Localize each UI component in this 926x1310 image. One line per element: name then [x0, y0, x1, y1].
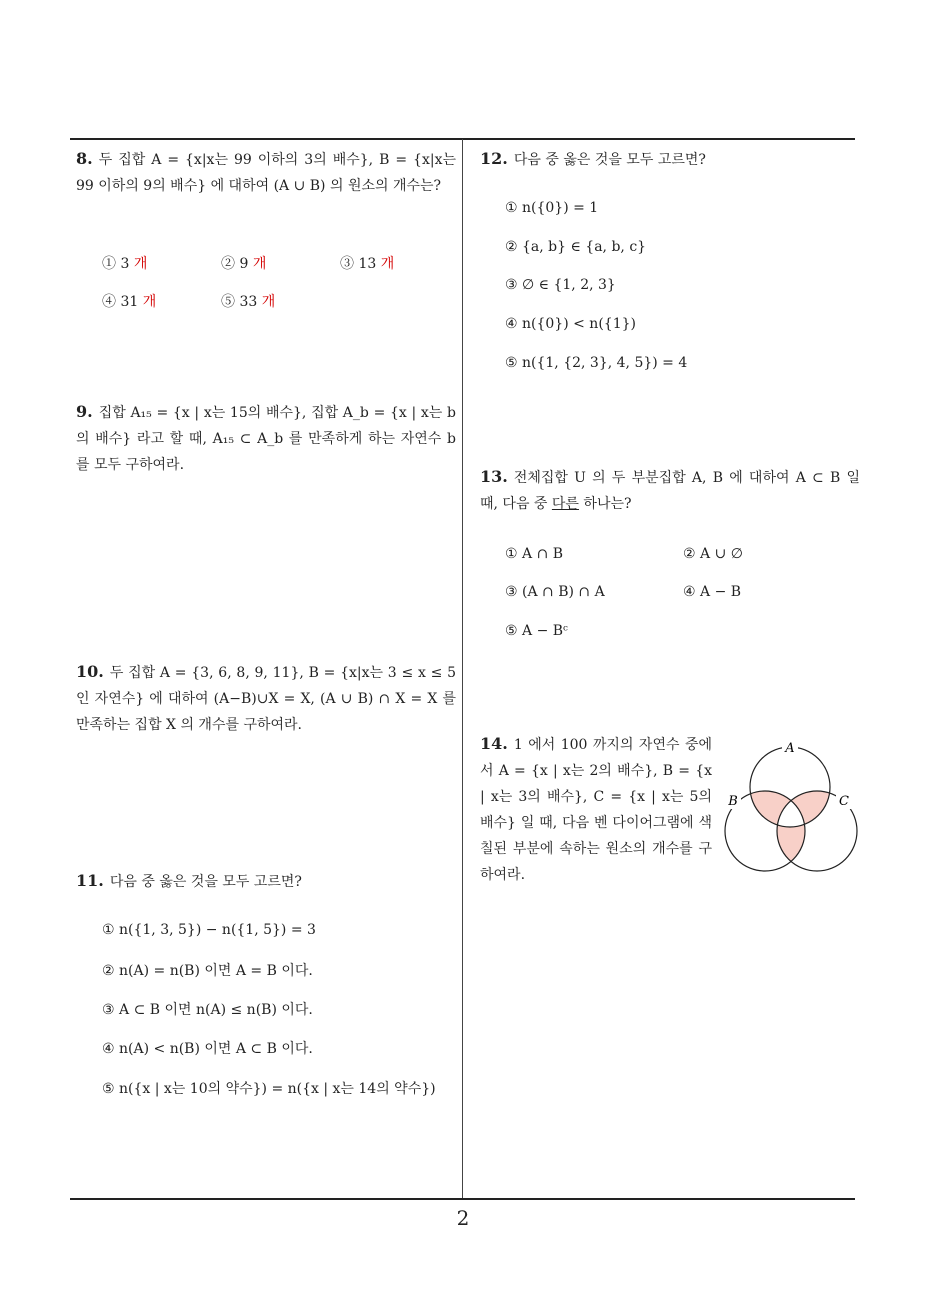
- q12-option-4-text: n({0}) < n({1}): [522, 316, 636, 332]
- q8-option-5-mark: ⑤: [221, 294, 235, 310]
- venn-label-b: B: [728, 794, 738, 809]
- q12-option-5[interactable]: [505, 355, 687, 371]
- q8-option-2-value: 9: [239, 256, 249, 272]
- question-10: [76, 659, 456, 738]
- q11-option-4[interactable]: [102, 1038, 313, 1058]
- question-8-text: [76, 146, 456, 199]
- question-14: [480, 731, 712, 888]
- question-11-body: 다음 중 옳은 것을 모두 고르면?: [109, 874, 302, 890]
- q11-option-1[interactable]: [102, 922, 316, 938]
- question-8-number: 8.: [76, 149, 93, 168]
- q8-option-4[interactable]: [102, 291, 156, 311]
- q13-option-2-mark: ②: [683, 546, 696, 562]
- q12-option-1-mark: ①: [505, 200, 518, 216]
- q11-option-1-text: n({1, 3, 5}) − n({1, 5}) = 3: [119, 922, 316, 938]
- q8-option-2[interactable]: [221, 253, 266, 273]
- q12-option-5-text: n({1, {2, 3}, 4, 5}) = 4: [522, 355, 688, 371]
- q13-option-5[interactable]: [505, 623, 568, 639]
- q8-option-1-mark: ①: [102, 256, 116, 272]
- q11-option-2[interactable]: [102, 960, 313, 980]
- q8-option-1-value: 3: [120, 256, 130, 272]
- q12-option-5-mark: ⑤: [505, 355, 518, 371]
- q13-option-2-text: A ∪ ∅: [700, 546, 743, 562]
- column-divider: [462, 139, 463, 1199]
- bottom-rule: [70, 1198, 855, 1200]
- q8-option-2-mark: ②: [221, 256, 235, 272]
- question-9-number: 9.: [76, 402, 93, 421]
- question-9-text: [76, 399, 456, 478]
- q13-option-3-mark: ③: [505, 584, 518, 600]
- question-10-number: 10.: [76, 662, 104, 681]
- q13-option-2[interactable]: [683, 546, 743, 562]
- question-13-body-after: 하나는?: [578, 496, 632, 512]
- q12-option-2-mark: ②: [505, 239, 518, 255]
- venn-diagram: [718, 735, 868, 885]
- q13-option-4[interactable]: [683, 584, 741, 600]
- venn-label-a: A: [785, 741, 795, 756]
- q13-option-3[interactable]: [505, 584, 605, 600]
- q12-option-4-mark: ④: [505, 316, 518, 332]
- question-14-text: [480, 731, 712, 888]
- q12-option-2-text: {a, b} ∈ {a, b, c}: [522, 239, 647, 255]
- question-10-text: [76, 659, 456, 738]
- q13-option-1[interactable]: [505, 546, 563, 562]
- q12-option-1[interactable]: [505, 200, 598, 216]
- q11-option-3-text: A ⊂ B 이면 n(A) ≤ n(B) 이다.: [119, 1002, 313, 1018]
- q11-option-3-mark: ③: [102, 1002, 115, 1018]
- question-9-body: 집합 A₁₅ = {x | x는 15의 배수}, 집합 A_b = {x | x는 b의 배수} 라고 할 때, A₁₅ ⊂ A_b 를 만족하게 하는 자연수 b 를 모두 구하여라.: [76, 405, 456, 473]
- question-8-body: 두 집합 A = {x|x는 99 이하의 3의 배수}, B = {x|x는 99 이하의 9의 배수} 에 대하여 (A ∪ B) 의 원소의 개수는?: [76, 152, 456, 194]
- q11-option-5-text: n({x | x는 10의 약수}) = n({x | x는 14의 약수}): [119, 1081, 436, 1097]
- q11-option-5-mark: ⑤: [102, 1081, 115, 1097]
- question-11: [76, 868, 456, 895]
- q8-option-1[interactable]: [102, 253, 147, 273]
- q13-option-5-text: A − Bᶜ: [522, 623, 568, 639]
- question-8: [76, 146, 456, 199]
- question-14-body: 1 에서 100 까지의 자연수 중에서 A = {x | x는 2의 배수}, B = {x | x는 3의 배수}, C = {x | x는 5의 배수} 일 때, 다음 벤 다이어그램에 색칠된 부분에 속하는 원소의 개수를 구하여라.: [480, 737, 712, 883]
- q11-option-4-text: n(A) < n(B) 이면 A ⊂ B 이다.: [119, 1041, 313, 1057]
- q11-option-1-mark: ①: [102, 922, 115, 938]
- question-12-text: [480, 146, 860, 173]
- question-13: [480, 464, 860, 517]
- q8-option-1-unit: 개: [133, 256, 148, 272]
- question-10-body: 두 집합 A = {3, 6, 8, 9, 11}, B = {x|x는 3 ≤ x ≤ 5인 자연수} 에 대하여 (A−B)∪X = X, (A ∪ B) ∩ X = X 를 만족하는 집합 X 의 개수를 구하여라.: [76, 665, 456, 733]
- q8-option-4-unit: 개: [142, 294, 157, 310]
- page-number: 2: [456, 1206, 470, 1230]
- q13-option-4-mark: ④: [683, 584, 696, 600]
- q8-option-5[interactable]: [221, 291, 275, 311]
- q8-option-5-unit: 개: [261, 294, 276, 310]
- question-9: [76, 399, 456, 478]
- q11-option-4-mark: ④: [102, 1041, 115, 1057]
- question-13-underlined-word: 다른: [551, 496, 579, 512]
- q8-option-3-value: 13: [358, 256, 377, 272]
- q8-option-2-unit: 개: [252, 256, 267, 272]
- q11-option-5[interactable]: [102, 1077, 442, 1101]
- q11-option-2-text: n(A) = n(B) 이면 A = B 이다.: [119, 963, 313, 979]
- q11-option-2-mark: ②: [102, 963, 115, 979]
- q13-option-3-text: (A ∩ B) ∩ A: [522, 584, 605, 600]
- venn-label-c: C: [839, 794, 849, 809]
- question-12-number: 12.: [480, 149, 508, 168]
- q8-option-3[interactable]: [340, 253, 394, 273]
- question-13-body-before: 전체집합 U 의 두 부분집합 A, B 에 대하여 A ⊂ B 일 때, 다음 중: [480, 470, 860, 512]
- question-11-number: 11.: [76, 871, 104, 890]
- q13-option-5-mark: ⑤: [505, 623, 518, 639]
- q8-option-5-value: 33: [239, 294, 258, 310]
- q8-option-3-mark: ③: [340, 256, 354, 272]
- question-13-number: 13.: [480, 467, 508, 486]
- q12-option-3-mark: ③: [505, 277, 518, 293]
- q8-option-4-value: 31: [120, 294, 139, 310]
- q12-option-1-text: n({0}) = 1: [522, 200, 599, 216]
- q13-option-1-mark: ①: [505, 546, 518, 562]
- q8-option-4-mark: ④: [102, 294, 116, 310]
- question-11-text: [76, 868, 456, 895]
- question-14-number: 14.: [480, 734, 508, 753]
- q13-option-4-text: A − B: [700, 584, 742, 600]
- question-12: [480, 146, 860, 173]
- q11-option-3[interactable]: [102, 999, 313, 1019]
- question-13-text: [480, 464, 860, 517]
- q12-option-2[interactable]: [505, 239, 646, 255]
- q12-option-4[interactable]: [505, 316, 636, 332]
- q12-option-3[interactable]: [505, 277, 616, 293]
- q12-option-3-text: ∅ ∈ {1, 2, 3}: [522, 277, 616, 293]
- question-12-body: 다음 중 옳은 것을 모두 고르면?: [513, 152, 706, 168]
- q8-option-3-unit: 개: [380, 256, 395, 272]
- q13-option-1-text: A ∩ B: [522, 546, 564, 562]
